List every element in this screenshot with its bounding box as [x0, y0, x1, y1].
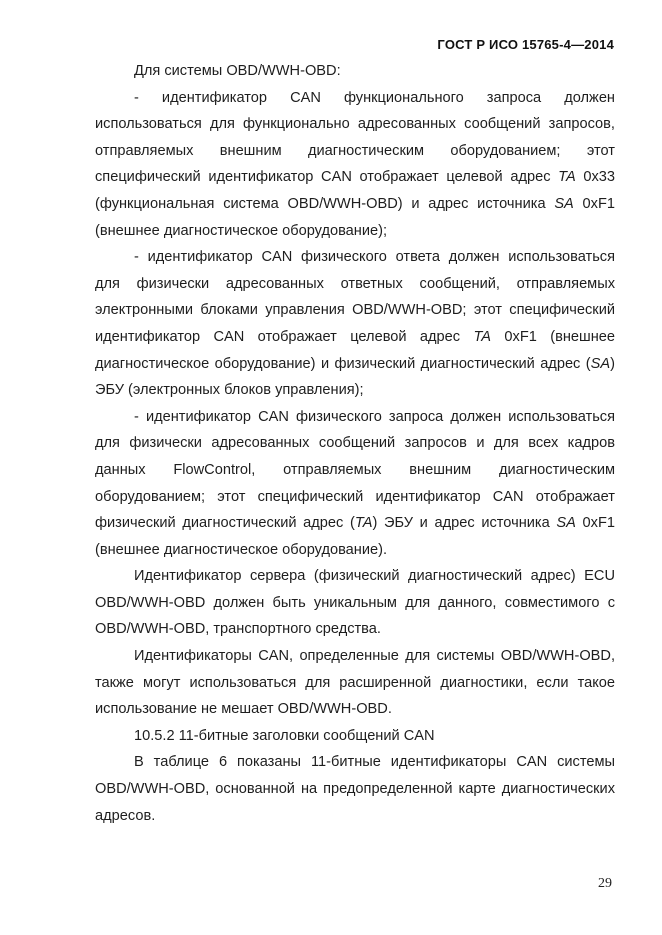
text-run: - идентификатор CAN физического ответа должен использоваться для физически адресованных ответных сообщений, отправляемых электронными блоками управления OBD/WWH-OBD; этот специфический идентификатор CAN отображает целевой адрес [95, 249, 615, 345]
document-header: ГОСТ Р ИСО 15765-4—2014 [437, 37, 614, 52]
list-item-physical-request [95, 404, 615, 564]
target-address-term: TA [473, 328, 492, 345]
target-address-term: TA [558, 169, 576, 186]
text-run: - идентификатор CAN функционального запроса должен использоваться для функционально адресованных сообщений запросов, отправляемых внешним диагностическим оборудованием; этот специфический идентификатор CAN отображает целевой адрес [95, 89, 615, 186]
section-heading: 10.5.2 11-битные заголовки сообщений CAN [134, 727, 435, 744]
text-run: - идентификатор CAN физического запроса должен использоваться для физически адресованных сообщений запросов и для всех кадров данных FlowControl, отправляемых внешним диагностическим оборудованием; этот специфический идентификатор CAN отображает физический диагностический адрес ( [95, 408, 615, 532]
source-address-term: SA [554, 195, 574, 212]
paragraph-table-reference: В таблице 6 показаны 11-битные идентификаторы CAN системы OBD/WWH-OBD, основанной на предопределенной карте диагностических адресов. [95, 754, 615, 824]
page-number: 29 [598, 876, 612, 891]
list-item-physical-response [95, 244, 615, 404]
target-address-term: TA [354, 515, 373, 532]
text-run: 0x33 (функциональная система OBD/WWH-OBD) и адрес источника [95, 169, 616, 212]
text-run: 0xF1 (внешнее диагностическое оборудование). [95, 515, 615, 558]
text-run: ) ЭБУ (электронных блоков управления); [95, 355, 615, 399]
list-item-functional-request [95, 85, 615, 245]
text-run: ) ЭБУ и адрес источника [372, 515, 557, 532]
source-address-term: SA [590, 355, 611, 372]
text-run: 0xF1 (внешнее диагностическое оборудование); [95, 195, 615, 239]
text-run: 0xF1 (внешнее диагностическое оборудование) и физический диагностический адрес ( [95, 328, 616, 372]
paragraph-can-identifiers: Идентификаторы CAN, определенные для системы OBD/WWH-OBD, также могут использоваться для расширенной диагностики, если такое использование не мешает OBD/WWH-OBD. [95, 648, 615, 718]
paragraph-server-identifier: Идентификатор сервера (физический диагностический адрес) ECU OBD/WWH-OBD должен быть уникальным для данного, совместимого с OBD/WWH-OBD, транспортного средства. [95, 568, 615, 638]
document-body [95, 58, 615, 829]
paragraph-intro: Для системы OBD/WWH-OBD: [134, 63, 341, 79]
source-address-term: SA [556, 515, 576, 532]
